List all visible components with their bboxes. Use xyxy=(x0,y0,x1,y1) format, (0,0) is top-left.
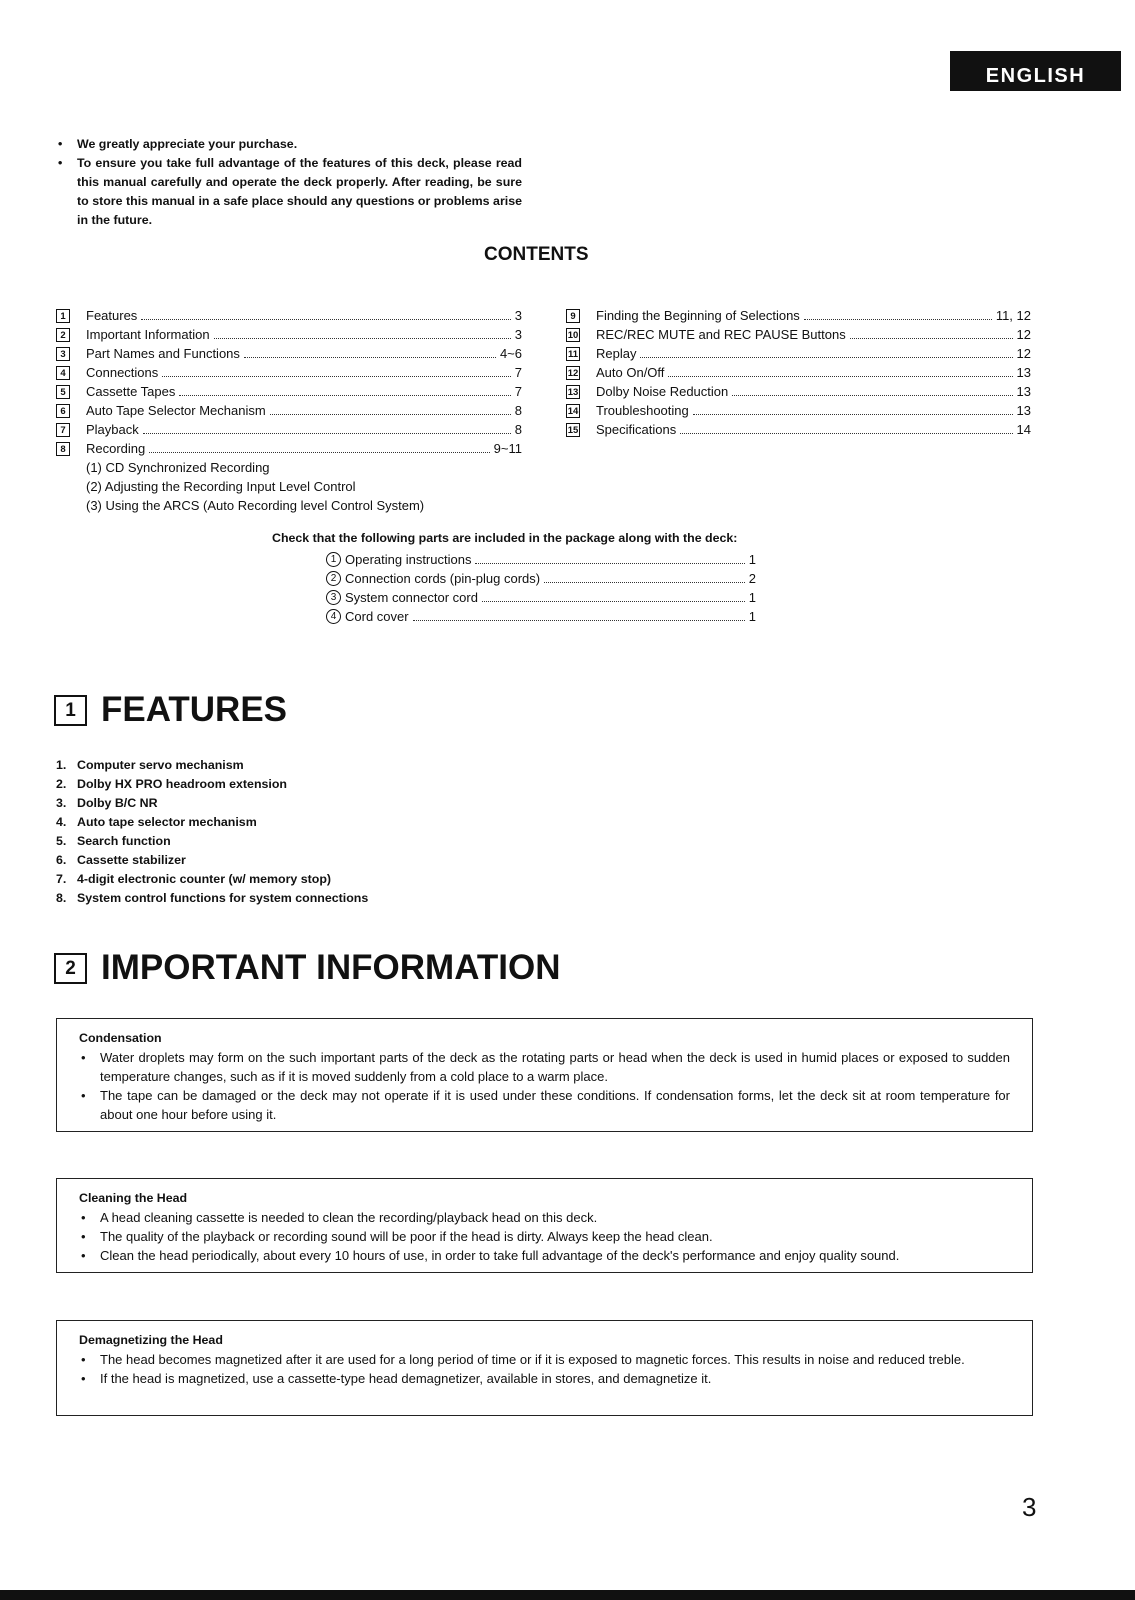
cleaning-head-box xyxy=(56,1178,1033,1273)
bullet-item: • Clean the head periodically, about every 10 hours of use, in order to take full advantage of the deck's performance and enjoy quality sound. xyxy=(79,1246,1010,1265)
toc-number: 15 xyxy=(567,424,579,436)
feature-text: Auto tape selector mechanism xyxy=(77,815,257,829)
parts-leader xyxy=(475,563,744,564)
parts-item xyxy=(326,569,756,588)
feature-number: 5. xyxy=(56,834,67,848)
language-tab: ENGLISH xyxy=(950,51,1121,91)
toc-item[interactable] xyxy=(566,382,1031,401)
toc-page: 13 xyxy=(1016,365,1031,380)
parts-qty: 1 xyxy=(748,609,756,624)
toc-leader xyxy=(270,414,511,415)
feature-number: 3. xyxy=(56,796,67,810)
toc-label: Cassette Tapes xyxy=(86,384,176,399)
parts-number: 2 xyxy=(326,571,341,586)
intro-note: • To ensure you take full advantage of the features of this deck, please read this manual carefully and operate the deck properly. After reading, be sure to store this manual in a safe place should any questions or problems arise in the future. xyxy=(56,154,522,230)
toc-label: Specifications xyxy=(596,422,677,437)
toc-leader xyxy=(179,395,510,396)
feature-item xyxy=(56,832,368,851)
toc-page: 7 xyxy=(514,365,522,380)
section-title: FEATURES xyxy=(101,690,288,729)
toc-label: Recording xyxy=(86,441,146,456)
toc-leader xyxy=(804,319,992,320)
toc-leader xyxy=(214,338,511,339)
toc-label: Auto Tape Selector Mechanism xyxy=(86,403,266,418)
toc-leader xyxy=(141,319,510,320)
toc-item[interactable] xyxy=(56,325,522,344)
toc-item[interactable] xyxy=(566,325,1031,344)
parts-item xyxy=(326,550,756,569)
parts-list xyxy=(326,550,756,626)
box-title: Condensation xyxy=(79,1031,162,1045)
feature-text: Cassette stabilizer xyxy=(77,853,186,867)
toc-page: 9~11 xyxy=(493,441,522,456)
toc-leader xyxy=(680,433,1012,434)
toc-subitem[interactable]: (1) CD Synchronized Recording xyxy=(86,460,270,475)
toc-label: Troubleshooting xyxy=(596,403,689,418)
toc-page: 8 xyxy=(514,403,522,418)
feature-item xyxy=(56,851,368,870)
box-bullets xyxy=(79,1350,1010,1388)
toc-item[interactable] xyxy=(566,420,1031,439)
box-bullets xyxy=(79,1048,1010,1124)
toc-item[interactable] xyxy=(56,401,522,420)
bullet-item: • The quality of the playback or recording sound will be poor if the head is dirty. Always keep the head clean. xyxy=(79,1227,1010,1246)
toc-item[interactable] xyxy=(566,344,1031,363)
toc-label: Part Names and Functions xyxy=(86,346,240,361)
toc-number: 3 xyxy=(56,347,70,361)
feature-item xyxy=(56,813,368,832)
parts-leader xyxy=(482,601,745,602)
toc-leader xyxy=(668,376,1012,377)
toc-leader xyxy=(149,452,489,453)
toc-page: 4~6 xyxy=(499,346,522,361)
toc-leader xyxy=(162,376,510,377)
feature-text: Dolby HX PRO headroom extension xyxy=(77,777,287,791)
contents-left-column xyxy=(56,306,522,515)
parts-qty: 1 xyxy=(748,590,756,605)
feature-text: System control functions for system connections xyxy=(77,891,369,905)
toc-item[interactable] xyxy=(566,306,1031,325)
box-title: Cleaning the Head xyxy=(79,1191,188,1205)
page-number: 3 xyxy=(1022,1492,1037,1522)
toc-number: 4 xyxy=(56,366,70,380)
toc-label: Finding the Beginning of Selections xyxy=(596,308,800,323)
parts-qty: 1 xyxy=(748,552,756,567)
feature-number: 8. xyxy=(56,891,67,905)
toc-label: Features xyxy=(86,308,138,323)
demagnetizing-head-box xyxy=(56,1320,1033,1416)
toc-page: 11, 12 xyxy=(995,308,1031,323)
toc-page: 13 xyxy=(1016,384,1031,399)
bullet-item: • Water droplets may form on the such important parts of the deck as the rotating parts or head when the deck is used in humid places or exposed to sudden temperature changes, such as if it is moved suddenly from a cold place to a warm place. xyxy=(79,1048,1010,1086)
toc-label: Playback xyxy=(86,422,139,437)
toc-page: 12 xyxy=(1016,327,1031,342)
parts-qty: 2 xyxy=(748,571,756,586)
toc-leader xyxy=(143,433,511,434)
feature-number: 4. xyxy=(56,815,67,829)
feature-text: Computer servo mechanism xyxy=(77,758,244,772)
feature-item xyxy=(56,756,368,775)
toc-leader xyxy=(732,395,1012,396)
toc-number: 2 xyxy=(56,328,70,342)
section-number: 1 xyxy=(54,695,87,726)
parts-label: Cord cover xyxy=(345,609,409,624)
feature-item xyxy=(56,794,368,813)
toc-label: REC/REC MUTE and REC PAUSE Buttons xyxy=(596,327,846,342)
box-title: Demagnetizing the Head xyxy=(79,1333,223,1347)
toc-page: 13 xyxy=(1016,403,1031,418)
parts-leader xyxy=(413,620,745,621)
bullet-item: • The tape can be damaged or the deck may not operate if it is used under these conditions. If condensation forms, let the deck sit at room temperature for about one hour before using it. xyxy=(79,1086,1010,1124)
section-number: 2 xyxy=(54,953,87,984)
parts-leader xyxy=(544,582,745,583)
section-title: IMPORTANT INFORMATION xyxy=(101,948,561,987)
features-list xyxy=(56,756,368,908)
parts-label: Connection cords (pin-plug cords) xyxy=(345,571,541,586)
parts-number: 1 xyxy=(326,552,341,567)
toc-number: 10 xyxy=(567,329,579,341)
features-heading xyxy=(54,690,287,730)
toc-item[interactable] xyxy=(56,363,522,382)
toc-item[interactable] xyxy=(56,439,522,458)
contents-title: CONTENTS xyxy=(484,244,589,265)
feature-text: Dolby B/C NR xyxy=(77,796,158,810)
toc-page: 12 xyxy=(1016,346,1031,361)
parts-heading: Check that the following parts are included in the package along with the deck: xyxy=(272,531,738,545)
toc-number: 14 xyxy=(567,405,579,417)
feature-number: 1. xyxy=(56,758,67,772)
toc-page: 14 xyxy=(1016,422,1031,437)
toc-item[interactable] xyxy=(566,401,1031,420)
intro-notes xyxy=(56,135,522,230)
parts-item xyxy=(326,588,756,607)
feature-text: Search function xyxy=(77,834,171,848)
toc-number: 7 xyxy=(56,423,70,437)
toc-item[interactable] xyxy=(56,382,522,401)
bullet-item: • The head becomes magnetized after it are used for a long period of time or if it is exposed to magnetic forces. This results in noise and reduced treble. xyxy=(79,1350,1010,1369)
toc-number: 1 xyxy=(56,309,70,323)
toc-label: Connections xyxy=(86,365,159,380)
toc-label: Dolby Noise Reduction xyxy=(596,384,729,399)
toc-page: 8 xyxy=(514,422,522,437)
parts-item xyxy=(326,607,756,626)
bottom-edge-bar xyxy=(0,1590,1135,1600)
toc-number: 5 xyxy=(56,385,70,399)
toc-item[interactable] xyxy=(56,344,522,363)
parts-number: 3 xyxy=(326,590,341,605)
contents-right-column xyxy=(566,306,1031,439)
box-bullets xyxy=(79,1208,1010,1265)
toc-number: 6 xyxy=(56,404,70,418)
toc-label: Auto On/Off xyxy=(596,365,665,380)
important-heading xyxy=(54,948,560,988)
condensation-box xyxy=(56,1018,1033,1132)
bullet-item: • A head cleaning cassette is needed to clean the recording/playback head on this deck. xyxy=(79,1208,1010,1227)
toc-item[interactable] xyxy=(56,420,522,439)
toc-subitem[interactable]: (2) Adjusting the Recording Input Level Control xyxy=(86,479,356,494)
toc-page: 7 xyxy=(514,384,522,399)
toc-item[interactable] xyxy=(566,363,1031,382)
feature-number: 7. xyxy=(56,872,67,886)
toc-leader xyxy=(693,414,1013,415)
toc-leader xyxy=(850,338,1013,339)
toc-page: 3 xyxy=(514,327,522,342)
feature-number: 2. xyxy=(56,777,67,791)
toc-leader xyxy=(640,357,1012,358)
bullet-item: • If the head is magnetized, use a cassette-type head demagnetizer, available in stores, and demagnetize it. xyxy=(79,1369,1010,1388)
toc-label: Important Information xyxy=(86,327,210,342)
toc-number: 13 xyxy=(567,386,579,398)
parts-number: 4 xyxy=(326,609,341,624)
toc-page: 3 xyxy=(514,308,522,323)
toc-number: 11 xyxy=(567,348,579,360)
toc-leader xyxy=(244,357,496,358)
intro-note: • We greatly appreciate your purchase. xyxy=(56,135,522,154)
toc-number: 12 xyxy=(567,367,579,379)
parts-label: Operating instructions xyxy=(345,552,472,567)
toc-label: Replay xyxy=(596,346,637,361)
toc-number: 9 xyxy=(566,309,580,323)
toc-number: 8 xyxy=(56,442,70,456)
toc-item[interactable] xyxy=(56,306,522,325)
parts-label: System connector cord xyxy=(345,590,478,605)
feature-item xyxy=(56,889,368,908)
feature-number: 6. xyxy=(56,853,67,867)
feature-item xyxy=(56,870,368,889)
toc-subitem[interactable]: (3) Using the ARCS (Auto Recording level Control System) xyxy=(86,498,425,513)
feature-item xyxy=(56,775,368,794)
feature-text: 4-digit electronic counter (w/ memory stop) xyxy=(77,872,332,886)
